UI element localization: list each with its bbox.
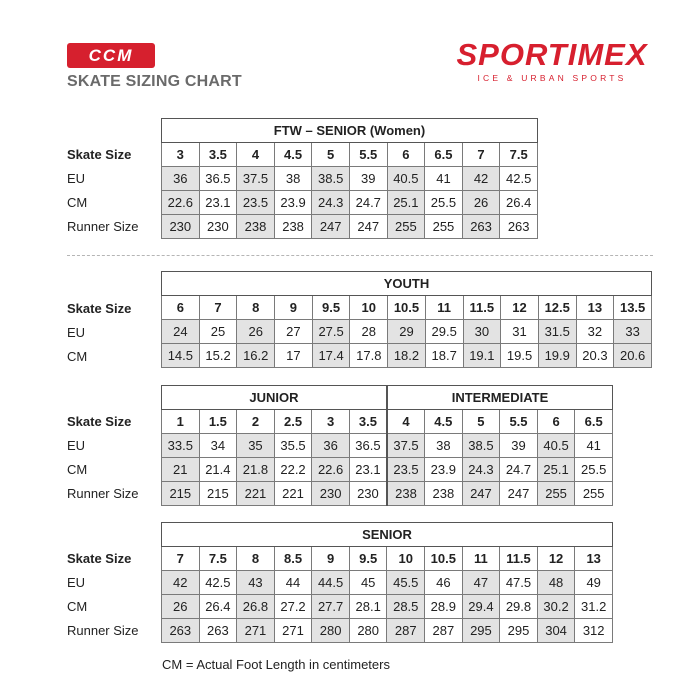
- table-cell: 247: [349, 215, 387, 239]
- table-cell: 41: [425, 167, 463, 191]
- table-cell: 3.5: [199, 143, 237, 167]
- table-row-cm: [162, 595, 613, 619]
- table-cell: 6.5: [575, 410, 613, 434]
- table-cell: 271: [237, 619, 275, 643]
- table-cell: 17: [275, 344, 313, 368]
- table-cell: 17.8: [350, 344, 388, 368]
- table-cell: 7: [462, 143, 500, 167]
- table-cell: 48: [537, 571, 575, 595]
- table-cell: 23.9: [274, 191, 312, 215]
- table-cell: 271: [274, 619, 312, 643]
- row-label-skate-size: Skate Size: [67, 301, 132, 316]
- table-cell: 22.6: [162, 191, 200, 215]
- table-cell: 3: [312, 410, 350, 434]
- table-cell: 295: [500, 619, 538, 643]
- table-cell: 304: [537, 619, 575, 643]
- table-row-runner-size: [162, 619, 613, 643]
- table-cell: 11.5: [463, 296, 501, 320]
- table-row-skate-size: [162, 296, 652, 320]
- table-cell: 37.5: [387, 434, 425, 458]
- table-cell: 12.5: [538, 296, 576, 320]
- table-cell: 29.5: [425, 320, 463, 344]
- table-cell: 5.5: [500, 410, 538, 434]
- brand-tagline: ICE & URBAN SPORTS: [477, 73, 627, 83]
- table-cell: 24: [162, 320, 200, 344]
- table-cell: 39: [349, 167, 387, 191]
- table-cell: 238: [387, 482, 425, 506]
- table-cell: 26.4: [500, 191, 538, 215]
- table-cell: 263: [199, 619, 237, 643]
- table-cell: 43: [237, 571, 275, 595]
- table-cell: 36: [162, 167, 200, 191]
- table-cell: 23.5: [387, 458, 425, 482]
- table-cell: 44: [274, 571, 312, 595]
- table-cell: 255: [425, 215, 463, 239]
- ccm-logo-text: CCM: [88, 46, 134, 65]
- table-cell: 312: [575, 619, 613, 643]
- table-cell: 1: [162, 410, 200, 434]
- table-cell: 17.4: [312, 344, 350, 368]
- row-label-runner-size: Runner Size: [67, 623, 139, 638]
- table-cell: 20.6: [614, 344, 652, 368]
- row-label-cm: CM: [67, 462, 88, 477]
- table-cell: 29.4: [462, 595, 500, 619]
- table-cell: 26: [462, 191, 500, 215]
- table-cell: 23.5: [237, 191, 275, 215]
- table-cell: 31: [501, 320, 539, 344]
- table-cell: 37.5: [237, 167, 275, 191]
- table-cell: 14.5: [162, 344, 200, 368]
- table-row-skate-size: [162, 410, 613, 434]
- table-cell: 2: [237, 410, 275, 434]
- table-cell: 263: [162, 619, 200, 643]
- table-cell: 23.9: [425, 458, 463, 482]
- table-cell: 9.5: [312, 296, 350, 320]
- table-row-skate-size: [162, 143, 538, 167]
- table-cell: 29.8: [500, 595, 538, 619]
- table-cell: 24.7: [349, 191, 387, 215]
- table-cell: 280: [312, 619, 350, 643]
- table-cell: 230: [199, 215, 237, 239]
- table-cell: 1.5: [199, 410, 237, 434]
- row-label-runner-size: Runner Size: [67, 486, 139, 501]
- table-title: SENIOR: [162, 523, 613, 547]
- table-cell: 32: [576, 320, 614, 344]
- row-label-skate-size: Skate Size: [67, 414, 132, 429]
- junior-intermediate-table: [161, 385, 613, 506]
- table-cell: 9: [312, 547, 350, 571]
- table-cell: 221: [274, 482, 312, 506]
- table-cell: 16.2: [237, 344, 275, 368]
- table-cell: 247: [500, 482, 538, 506]
- table-cell: 5.5: [349, 143, 387, 167]
- table-row-eu: [162, 571, 613, 595]
- table-cell: 24.3: [312, 191, 350, 215]
- table-row-cm: [162, 344, 652, 368]
- senior-table: [161, 522, 613, 643]
- row-label-cm: CM: [67, 599, 88, 614]
- table-cell: 230: [312, 482, 350, 506]
- table-cell: 11.5: [500, 547, 538, 571]
- table-cell: 238: [425, 482, 463, 506]
- table-cell: 24.3: [462, 458, 500, 482]
- table-cell: 26: [162, 595, 200, 619]
- table-cell: 19.5: [501, 344, 539, 368]
- table-cell: 38.5: [312, 167, 350, 191]
- table-cell: 28.9: [425, 595, 463, 619]
- table-cell: 35.5: [274, 434, 312, 458]
- table-cell: 7: [199, 296, 237, 320]
- table-title: FTW – SENIOR (Women): [162, 119, 538, 143]
- table-cell: 9: [275, 296, 313, 320]
- table-row-runner-size: [162, 215, 538, 239]
- table-cell: 34: [199, 434, 237, 458]
- table-row-eu: [162, 167, 538, 191]
- table-cell: 33.5: [162, 434, 200, 458]
- table-cell: 230: [162, 215, 200, 239]
- table-cell: 42.5: [199, 571, 237, 595]
- ccm-logo: [67, 43, 155, 68]
- table-cell: 25.5: [575, 458, 613, 482]
- table-cell: 10.5: [388, 296, 426, 320]
- table-row-skate-size: [162, 547, 613, 571]
- table-cell: 42.5: [500, 167, 538, 191]
- table-cell: 36.5: [349, 434, 387, 458]
- table-title: JUNIOR: [162, 386, 387, 410]
- sportimex-logo: [452, 38, 652, 83]
- youth-table: [161, 271, 652, 368]
- table-header-row: [162, 523, 613, 547]
- section-divider: [67, 255, 653, 256]
- table-cell: 27.7: [312, 595, 350, 619]
- table-cell: 221: [237, 482, 275, 506]
- table-cell: 12: [537, 547, 575, 571]
- brand-name: SPORTIMEX: [456, 37, 648, 72]
- table-cell: 30.2: [537, 595, 575, 619]
- footnote: CM = Actual Foot Length in centimeters: [162, 657, 390, 672]
- table-cell: 24.7: [500, 458, 538, 482]
- table-cell: 230: [349, 482, 387, 506]
- table-cell: 7.5: [199, 547, 237, 571]
- table-cell: 25.1: [537, 458, 575, 482]
- row-label-skate-size: Skate Size: [67, 551, 132, 566]
- table-cell: 10.5: [425, 547, 463, 571]
- table-cell: 18.2: [388, 344, 426, 368]
- table-row-eu: [162, 320, 652, 344]
- row-label-eu: EU: [67, 438, 86, 453]
- table-cell: 33: [614, 320, 652, 344]
- table-title: INTERMEDIATE: [387, 386, 613, 410]
- table-cell: 21: [162, 458, 200, 482]
- table-cell: 27.5: [312, 320, 350, 344]
- table-cell: 28.1: [349, 595, 387, 619]
- table-cell: 44.5: [312, 571, 350, 595]
- table-cell: 4: [387, 410, 425, 434]
- table-cell: 6: [387, 143, 425, 167]
- table-cell: 21.8: [237, 458, 275, 482]
- table-header-row: [162, 272, 652, 296]
- table-cell: 9.5: [349, 547, 387, 571]
- table-cell: 7.5: [500, 143, 538, 167]
- table-cell: 47.5: [500, 571, 538, 595]
- table-cell: 2.5: [274, 410, 312, 434]
- table-cell: 46: [425, 571, 463, 595]
- table-cell: 25: [199, 320, 237, 344]
- table-cell: 27: [275, 320, 313, 344]
- table-cell: 13.5: [614, 296, 652, 320]
- table-cell: 20.3: [576, 344, 614, 368]
- table-cell: 215: [162, 482, 200, 506]
- row-label-eu: EU: [67, 171, 86, 186]
- table-cell: 238: [274, 215, 312, 239]
- table-cell: 6: [162, 296, 200, 320]
- table-cell: 35: [237, 434, 275, 458]
- table-cell: 15.2: [199, 344, 237, 368]
- table-title: YOUTH: [162, 272, 652, 296]
- table-cell: 38.5: [462, 434, 500, 458]
- table-cell: 36: [312, 434, 350, 458]
- table-cell: 19.9: [538, 344, 576, 368]
- table-cell: 42: [162, 571, 200, 595]
- row-label-eu: EU: [67, 325, 86, 340]
- table-row-eu: [162, 434, 613, 458]
- table-row-cm: [162, 191, 538, 215]
- table-cell: 40.5: [537, 434, 575, 458]
- table-cell: 30: [463, 320, 501, 344]
- table-cell: 263: [462, 215, 500, 239]
- table-cell: 26.4: [199, 595, 237, 619]
- row-label-skate-size: Skate Size: [67, 147, 132, 162]
- table-cell: 5: [312, 143, 350, 167]
- table-cell: 3: [162, 143, 200, 167]
- table-cell: 238: [237, 215, 275, 239]
- table-cell: 47: [462, 571, 500, 595]
- table-cell: 31.2: [575, 595, 613, 619]
- table-cell: 31.5: [538, 320, 576, 344]
- table-cell: 13: [576, 296, 614, 320]
- table-cell: 287: [387, 619, 425, 643]
- table-cell: 40.5: [387, 167, 425, 191]
- table-cell: 255: [537, 482, 575, 506]
- table-cell: 295: [462, 619, 500, 643]
- table-cell: 39: [500, 434, 538, 458]
- table-cell: 6: [537, 410, 575, 434]
- table-header-row: [162, 386, 613, 410]
- table-cell: 11: [425, 296, 463, 320]
- table-cell: 4.5: [425, 410, 463, 434]
- table-cell: 22.6: [312, 458, 350, 482]
- row-label-cm: CM: [67, 195, 88, 210]
- table-header-row: [162, 119, 538, 143]
- table-row-runner-size: [162, 482, 613, 506]
- table-cell: 25.5: [425, 191, 463, 215]
- table-cell: 38: [425, 434, 463, 458]
- table-cell: 280: [349, 619, 387, 643]
- table-cell: 26: [237, 320, 275, 344]
- table-cell: 255: [387, 215, 425, 239]
- table-row-cm: [162, 458, 613, 482]
- ftw-senior-women-table: [161, 118, 538, 239]
- table-cell: 5: [462, 410, 500, 434]
- table-cell: 8: [237, 547, 275, 571]
- table-cell: 4: [237, 143, 275, 167]
- table-cell: 287: [425, 619, 463, 643]
- table-cell: 28: [350, 320, 388, 344]
- table-cell: 7: [162, 547, 200, 571]
- table-cell: 36.5: [199, 167, 237, 191]
- table-cell: 22.2: [274, 458, 312, 482]
- table-cell: 45: [349, 571, 387, 595]
- table-cell: 6.5: [425, 143, 463, 167]
- table-cell: 18.7: [425, 344, 463, 368]
- table-cell: 25.1: [387, 191, 425, 215]
- table-cell: 4.5: [274, 143, 312, 167]
- row-label-eu: EU: [67, 575, 86, 590]
- table-cell: 11: [462, 547, 500, 571]
- table-cell: 49: [575, 571, 613, 595]
- table-cell: 42: [462, 167, 500, 191]
- table-cell: 215: [199, 482, 237, 506]
- table-cell: 41: [575, 434, 613, 458]
- row-label-cm: CM: [67, 349, 88, 364]
- table-cell: 3.5: [349, 410, 387, 434]
- table-cell: 28.5: [387, 595, 425, 619]
- table-cell: 255: [575, 482, 613, 506]
- table-cell: 29: [388, 320, 426, 344]
- table-cell: 12: [501, 296, 539, 320]
- table-cell: 45.5: [387, 571, 425, 595]
- table-cell: 21.4: [199, 458, 237, 482]
- row-label-runner-size: Runner Size: [67, 219, 139, 234]
- table-cell: 10: [350, 296, 388, 320]
- table-cell: 13: [575, 547, 613, 571]
- table-cell: 23.1: [349, 458, 387, 482]
- table-cell: 26.8: [237, 595, 275, 619]
- table-cell: 263: [500, 215, 538, 239]
- table-cell: 27.2: [274, 595, 312, 619]
- table-cell: 19.1: [463, 344, 501, 368]
- table-cell: 247: [462, 482, 500, 506]
- table-cell: 247: [312, 215, 350, 239]
- table-cell: 38: [274, 167, 312, 191]
- table-cell: 23.1: [199, 191, 237, 215]
- table-cell: 8: [237, 296, 275, 320]
- page-title: SKATE SIZING CHART: [67, 73, 242, 90]
- table-cell: 10: [387, 547, 425, 571]
- table-cell: 8.5: [274, 547, 312, 571]
